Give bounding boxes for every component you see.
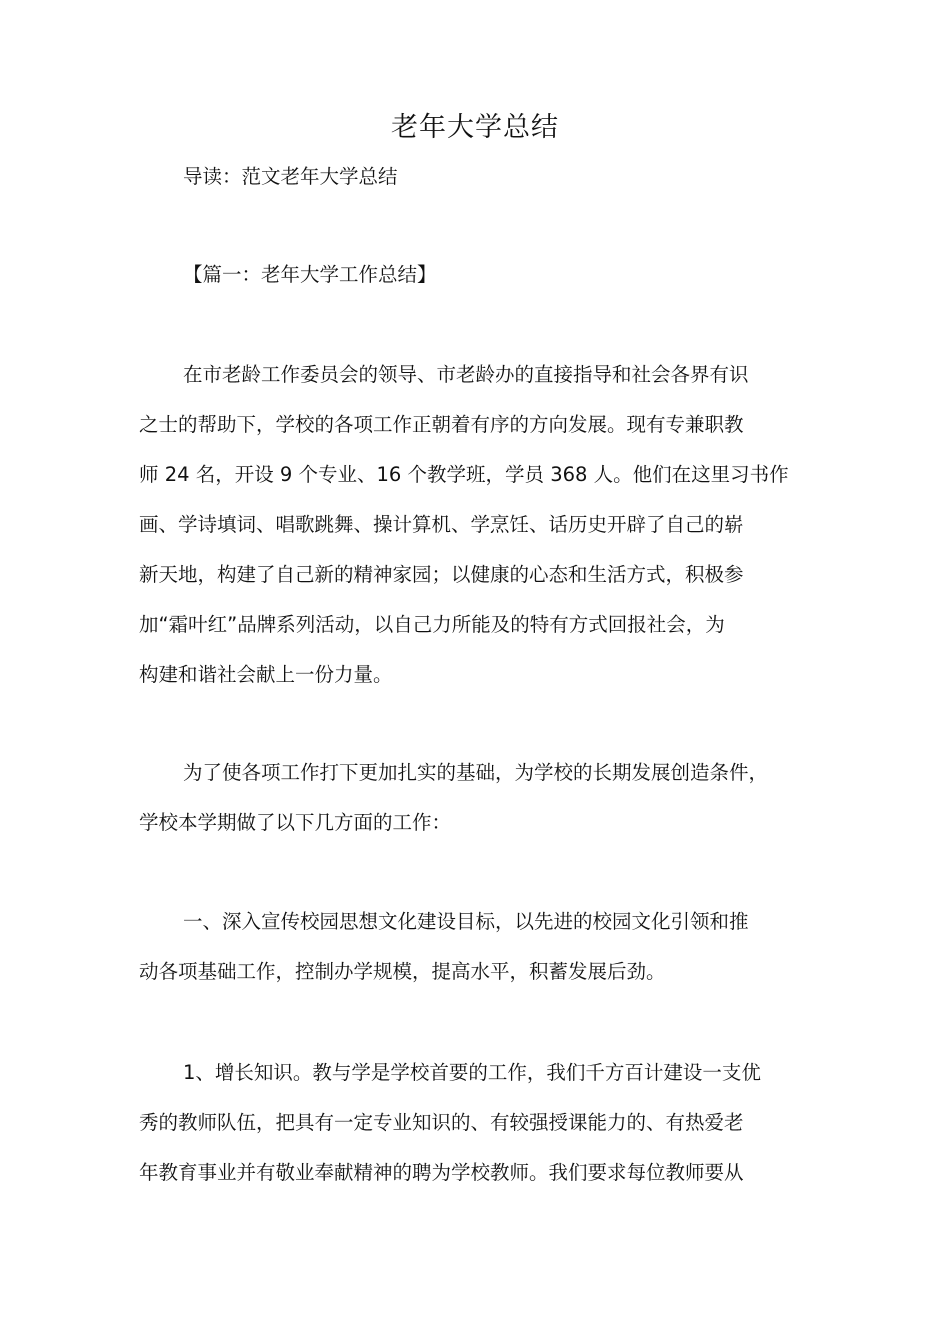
paragraph-line: 加“霜叶红”品牌系列活动，以自己力所能及的特有方式回报社会，为 xyxy=(139,613,725,636)
paragraph-line: 画、学诗填词、唱歌跳舞、操计算机、学烹饪、话历史开辟了自己的崭 xyxy=(139,513,744,536)
paragraph-line: 之士的帮助下，学校的各项工作正朝着有序的方向发展。现有专兼职教 xyxy=(139,413,744,436)
section-heading: 【篇一：老年大学工作总结】 xyxy=(183,263,437,286)
paragraph-line: 动各项基础工作，控制办学规模，提高水平，积蓄发展后劲。 xyxy=(139,960,666,983)
intro-line: 导读：范文老年大学总结 xyxy=(183,165,398,188)
paragraph-line: 在市老龄工作委员会的领导、市老龄办的直接指导和社会各界有识 xyxy=(183,363,749,386)
paragraph-line: 一、深入宣传校园思想文化建设目标，以先进的校园文化引领和推 xyxy=(183,910,749,933)
paragraph-line: 年教育事业并有敬业奉献精神的聘为学校教师。我们要求每位教师要从 xyxy=(139,1161,744,1184)
paragraph-line: 秀的教师队伍，把具有一定专业知识的、有较强授课能力的、有热爱老 xyxy=(139,1111,744,1134)
paragraph-line: 构建和谐社会献上一份力量。 xyxy=(139,663,393,686)
paragraph-line: 学校本学期做了以下几方面的工作： xyxy=(139,811,452,834)
paragraph-line: 为了使各项工作打下更加扎实的基础，为学校的长期发展创造条件， xyxy=(183,761,769,784)
document-title: 老年大学总结 xyxy=(391,112,559,143)
paragraph-line: 新天地，构建了自己新的精神家园；以健康的心态和生活方式，积极参 xyxy=(139,563,744,586)
paragraph-line: 1、增长知识。教与学是学校首要的工作，我们千方百计建设一支优 xyxy=(183,1061,761,1084)
paragraph-line: 师 24 名，开设 9 个专业、16 个教学班，学员 368 人。他们在这里习书作 xyxy=(139,463,789,486)
